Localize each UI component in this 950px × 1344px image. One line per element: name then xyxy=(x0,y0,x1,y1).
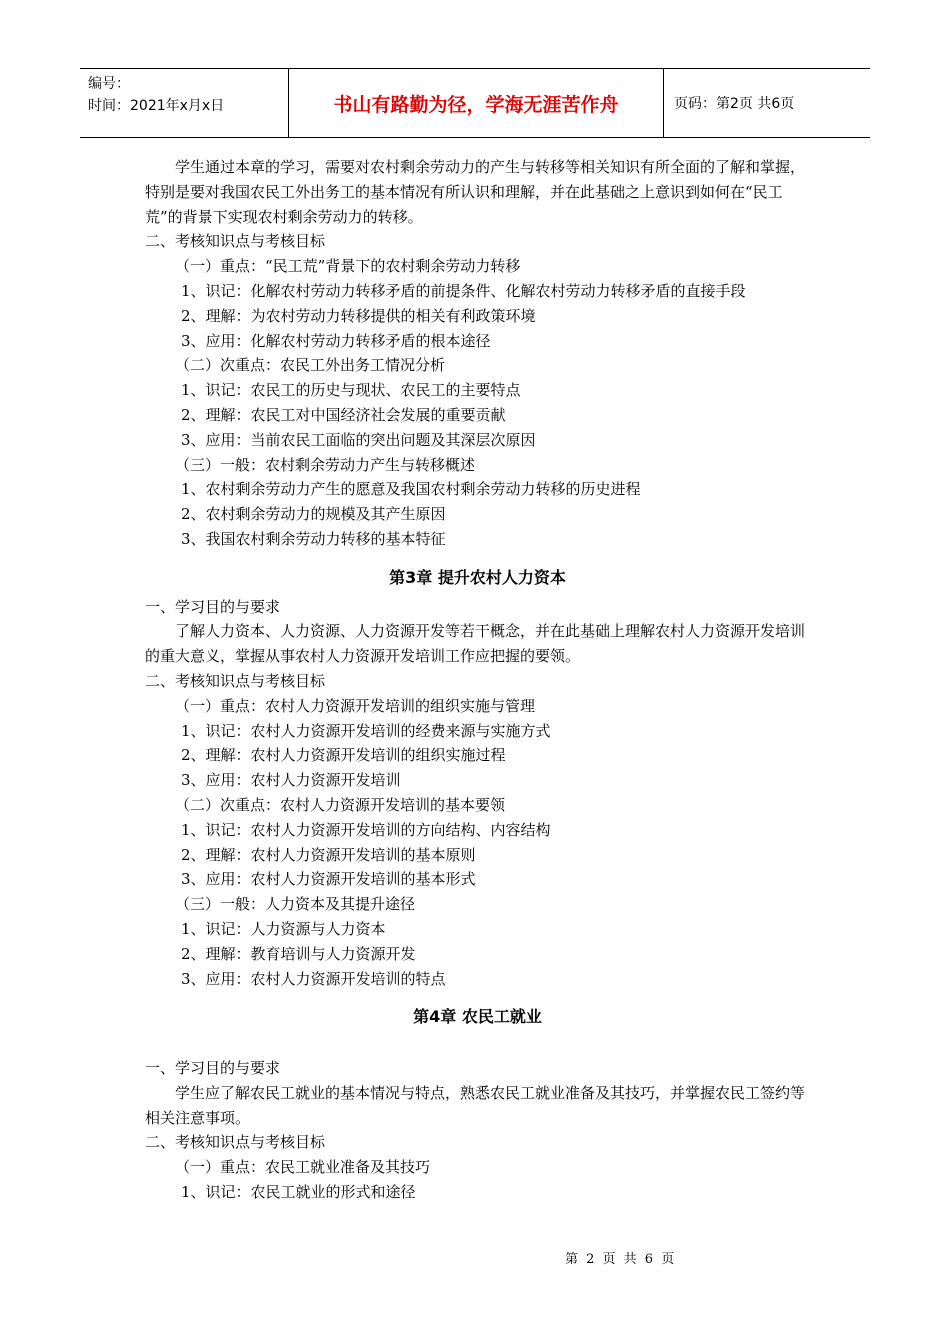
list-item: 2、理解：教育培训与人力资源开发 xyxy=(181,944,416,963)
document-body xyxy=(145,155,810,1205)
page-header xyxy=(80,68,870,138)
list-item: 3、应用：农村人力资源开发培训的特点 xyxy=(181,969,446,988)
header-motto: 书山有路勤为径，学海无涯苦作舟 xyxy=(289,69,664,137)
list-item: 2、理解：为农村劳动力转移提供的相关有利政策环境 xyxy=(181,306,536,325)
paragraph: 学生通过本章的学习，需要对农村剩余劳动力的产生与转移等相关知识有所全面的了解和掌握，特别是要对我国农民工外出务工的基本情况有所认识和理解，并在此基础之上意识到如何在“民工荒”的背景下实现农村剩余劳动力的转移。 xyxy=(145,158,806,226)
list-item: 1、识记：农民工的历史与现状、农民工的主要特点 xyxy=(181,381,521,400)
list-item: 3、应用：化解农村劳动力转移矛盾的根本途径 xyxy=(181,331,491,350)
list-item: 2、理解：农村人力资源开发培训的基本原则 xyxy=(181,845,476,864)
list-item: 1、识记：农村人力资源开发培训的方向结构、内容结构 xyxy=(181,820,551,839)
doc-date-label: 时间：2021年x月x日 xyxy=(88,98,225,114)
subsection-heading: （二）次重点：农村人力资源开发培训的基本要领 xyxy=(175,795,506,814)
subsection-heading: （一）重点：“民工荒”背景下的农村剩余劳动力转移 xyxy=(175,257,521,276)
list-item: 1、识记：人力资源与人力资本 xyxy=(181,919,386,938)
page-footer: 第 2 页 共 6 页 xyxy=(565,1252,677,1267)
list-item: 2、农村剩余劳动力的规模及其产生原因 xyxy=(181,505,446,524)
subsection-heading: （一）重点：农村人力资源开发培训的组织实施与管理 xyxy=(175,696,536,715)
list-item: 2、理解：农民工对中国经济社会发展的重要贡献 xyxy=(181,405,506,424)
header-meta xyxy=(80,69,289,137)
list-item: 1、识记：农民工就业的形式和途径 xyxy=(181,1183,416,1202)
list-item: 3、应用：农村人力资源开发培训 xyxy=(181,771,401,790)
doc-number-label: 编号： xyxy=(88,76,130,92)
section-heading: 一、学习目的与要求 xyxy=(145,597,281,616)
list-item: 1、农村剩余劳动力产生的愿意及我国农村剩余劳动力转移的历史进程 xyxy=(181,480,641,499)
list-item: 3、应用：当前农民工面临的突出问题及其深层次原因 xyxy=(181,430,536,449)
subsection-heading: （三）一般：农村剩余劳动力产生与转移概述 xyxy=(175,455,476,474)
chapter-title: 第4章 农民工就业 xyxy=(413,1007,542,1027)
header-page-label: 页码：第2页 共6页 xyxy=(674,96,795,112)
subsection-heading: （三）一般：人力资本及其提升途径 xyxy=(175,895,416,914)
section-heading: 二、考核知识点与考核目标 xyxy=(145,232,326,251)
list-item: 1、识记：农村人力资源开发培训的经费来源与实施方式 xyxy=(181,721,551,740)
section-heading: 二、考核知识点与考核目标 xyxy=(145,671,326,690)
list-item: 1、识记：化解农村劳动力转移矛盾的前提条件、化解农村劳动力转移矛盾的直接手段 xyxy=(181,281,746,300)
section-heading: 一、学习目的与要求 xyxy=(145,1059,281,1078)
subsection-heading: （一）重点：农民工就业准备及其技巧 xyxy=(175,1158,431,1177)
paragraph: 了解人力资本、人力资源、人力资源开发等若干概念，并在此基础上理解农村人力资源开发培训的重大意义，掌握从事农村人力资源开发培训工作应把握的要领。 xyxy=(145,622,806,666)
chapter-title: 第3章 提升农村人力资本 xyxy=(389,567,566,587)
subsection-heading: （二）次重点：农民工外出务工情况分析 xyxy=(175,356,446,375)
list-item: 3、我国农村剩余劳动力转移的基本特征 xyxy=(181,529,446,548)
list-item: 2、理解：农村人力资源开发培训的组织实施过程 xyxy=(181,746,506,765)
paragraph: 学生应了解农民工就业的基本情况与特点，熟悉农民工就业准备及其技巧，并掌握农民工签约等相关注意事项。 xyxy=(145,1083,806,1127)
section-heading: 二、考核知识点与考核目标 xyxy=(145,1133,326,1152)
list-item: 3、应用：农村人力资源开发培训的基本形式 xyxy=(181,870,476,889)
